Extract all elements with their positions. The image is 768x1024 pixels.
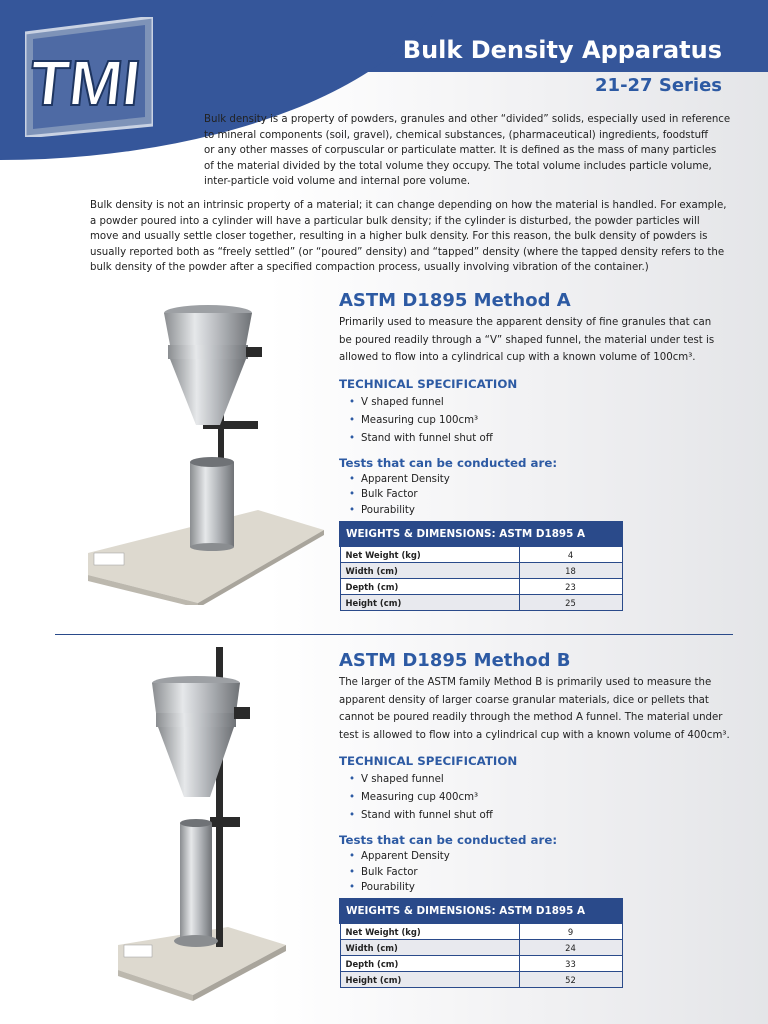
row-value: 24 [519,940,622,956]
desc-line: allowed to flow into a cylindrical cup with a known volume of 100cm³. [339,352,696,363]
bullet-icon: • [349,414,356,426]
row-value: 33 [519,956,622,972]
method-b-spec-heading: TECHNICAL SPECIFICATION [339,754,518,768]
intro-line: of the material divided by the total volume they occupy. The total volume includes particle volume, [204,160,712,172]
method-a-apparatus-photo [88,305,324,605]
row-value: 23 [519,579,622,595]
table-heading: WEIGHTS & DIMENSIONS: ASTM D1895 A [340,522,622,546]
intro-line: Bulk density is a property of powders, granules and other “divided” solids, especially used in reference [204,114,731,125]
method-b-description [339,674,739,744]
intro-line: usually reported both as “freely settled” (or “poured” density) and “tapped” density (where the tapped density refers to the [90,246,725,258]
intro-line: bulk density of the powder after a specified compaction process, usually involving vibration of the container.) [90,262,649,274]
list-item: • Bulk Factor [349,489,418,500]
method-a-spec-list [339,394,739,448]
list-item: • Apparent Density [349,473,450,485]
row-value: 9 [519,923,622,940]
bullet-icon: • [349,432,356,444]
intro-line: or any other masses of corpuscular or particulate matter. It is defined as the mass of many particles [204,145,717,157]
row-value: 18 [519,563,622,579]
row-value: 25 [519,595,622,611]
intro-line: move and usually settle closer together, resulting in a higher bulk density. For this reason, the bulk density of powders is [90,231,708,243]
bullet-icon: • [349,396,356,408]
list-item: • Bulk Factor [349,866,418,878]
row-label: Depth (cm) [340,579,519,595]
row-label: Net Weight (kg) [340,923,519,940]
method-b-tests-heading: Tests that can be conducted are: [339,833,558,847]
list-item: • Stand with funnel shut off [349,810,493,821]
list-item: • Measuring cup 100cm³ [349,414,479,426]
table-row [340,579,622,595]
row-value: 4 [519,546,622,563]
table-row [340,595,622,611]
bullet-icon: • [349,851,356,862]
intro-line: inter-particle void volume and internal pore volume. [204,176,471,188]
row-value: 52 [519,972,622,988]
desc-line: Primarily used to measure the apparent density of fine granules that can [339,317,712,328]
bullet-icon: • [349,473,356,485]
method-b-tests-list [339,849,739,896]
intro-line: Bulk density is not an intrinsic property of a material; it can change depending on how the material is handled. For example, [90,200,727,211]
desc-line: apparent density of larger coarse granular materials, dice or pellets that [339,694,709,706]
bullet-icon: • [349,882,356,893]
table-row [340,546,622,563]
row-label: Height (cm) [340,595,519,611]
row-label: Depth (cm) [340,956,519,972]
table-heading: WEIGHTS & DIMENSIONS: ASTM D1895 A [340,899,622,923]
bullet-icon: • [349,810,356,821]
tmi-logo [25,17,153,137]
table-row [340,956,622,972]
list-item: • Pourability [349,504,415,516]
method-b-dimensions-table [339,898,623,988]
row-label: Width (cm) [340,563,519,579]
list-item: • V shaped funnel [349,396,444,408]
table-row [340,940,622,956]
table-row [340,923,622,940]
list-item: • Apparent Density [349,851,450,862]
method-a-spec-heading: TECHNICAL SPECIFICATION [339,376,518,391]
method-a-dimensions-table [339,521,623,611]
method-b-apparatus-photo [118,645,286,1007]
method-b-title: ASTM D1895 Method B [339,650,571,671]
row-label: Net Weight (kg) [340,546,519,563]
page-title: Bulk Density Apparatus [402,36,722,64]
method-a-section [339,288,739,518]
bullet-icon: • [349,866,356,878]
table-row [340,972,622,988]
intro-paragraph-1 [204,112,734,190]
desc-line: The larger of the ASTM family Method B is primarily used to measure the [339,677,712,688]
intro-line: to mineral components (soil, gravel), chemical substances, (pharmaceutical) ingredients, foodstuff [204,129,709,141]
page-subtitle: 21-27 Series [595,75,722,96]
row-label: Height (cm) [340,972,519,988]
list-item: • Pourability [349,882,415,893]
method-b-section [339,648,739,896]
bullet-icon: • [349,774,356,785]
svg-text:TMI: TMI [26,47,144,119]
intro-paragraph-2 [90,198,730,276]
method-a-description [339,314,739,367]
bullet-icon: • [349,504,356,516]
table-row [340,563,622,579]
desc-line: test is allowed to flow into a cylindrical cup with a known volume of 400cm³. [339,729,730,741]
method-b-spec-list [339,771,739,825]
bullet-icon: • [349,792,356,803]
section-divider [55,634,733,635]
method-a-title: ASTM D1895 Method A [339,290,571,311]
desc-line: cannot be poured readily through the method A funnel. The material under [339,712,723,723]
method-a-tests-list [339,472,739,519]
list-item: • Stand with funnel shut off [349,432,493,444]
row-label: Width (cm) [340,940,519,956]
list-item: • Measuring cup 400cm³ [349,792,479,803]
desc-line: be poured readily through a “V” shaped funnel, the material under test is [339,334,715,346]
intro-line: a powder poured into a cylinder will have a particular bulk density; if the cylinder is disturbed, the powder particles will [90,215,700,227]
bullet-icon: • [349,489,356,500]
method-a-tests-heading: Tests that can be conducted are: [339,455,558,470]
list-item: • V shaped funnel [349,774,444,785]
